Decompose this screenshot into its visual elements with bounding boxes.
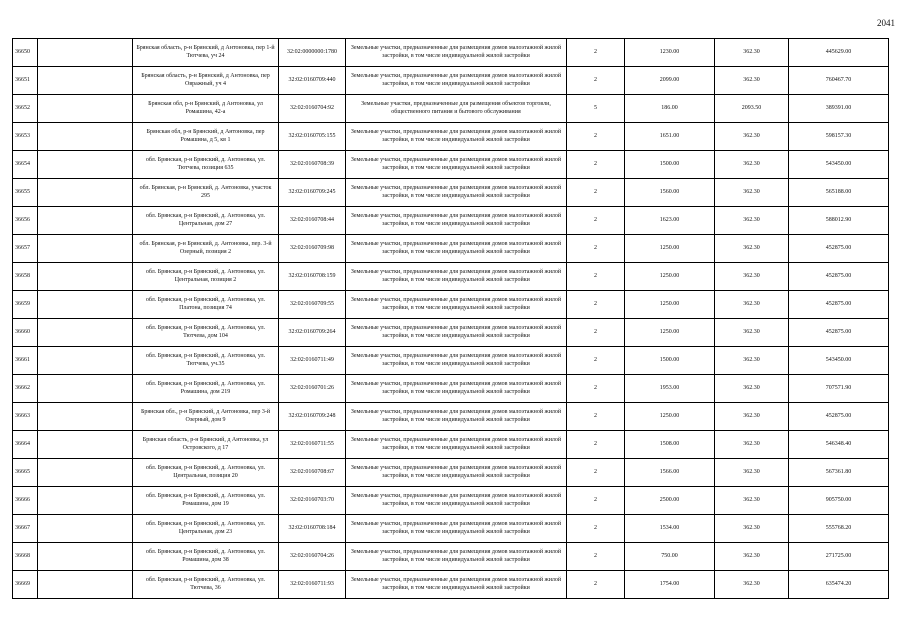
land-use-cell: Земельные участки, предназначенные для размещения домов малоэтажной жилой застройки, в том числе индивидуальной жилой застройки	[346, 291, 567, 319]
table-row	[13, 235, 889, 263]
table-row	[13, 291, 889, 319]
table-row	[13, 179, 889, 207]
land-use-cell: Земельные участки, предназначенные для размещения домов малоэтажной жилой застройки, в том числе индивидуальной жилой застройки	[346, 207, 567, 235]
record-number-cell: 36650	[13, 39, 38, 67]
record-number-cell: 36651	[13, 67, 38, 95]
empty-cell	[38, 515, 133, 543]
empty-cell	[38, 235, 133, 263]
table-row	[13, 39, 889, 67]
cadastral-value-cell: 546348.40	[789, 431, 889, 459]
unit-value-cell: 362.30	[715, 39, 789, 67]
empty-cell	[38, 67, 133, 95]
cadastral-number-cell: 32:02:0160709:245	[279, 179, 346, 207]
category-code-cell: 2	[567, 207, 625, 235]
empty-cell	[38, 403, 133, 431]
address-cell: обл. Брянская, р-н Брянский, д. Антоновка, ул. Ромашина, дом 38	[133, 543, 279, 571]
land-use-cell: Земельные участки, предназначенные для размещения домов малоэтажной жилой застройки, в том числе индивидуальной жилой застройки	[346, 39, 567, 67]
category-code-cell: 2	[567, 571, 625, 599]
cadastral-value-cell: 452875.00	[789, 319, 889, 347]
cadastral-value-table	[12, 38, 889, 599]
unit-value-cell: 362.30	[715, 571, 789, 599]
cadastral-number-cell: 32:02:0160704:26	[279, 543, 346, 571]
land-use-cell: Земельные участки, предназначенные для размещения домов малоэтажной жилой застройки, в том числе индивидуальной жилой застройки	[346, 571, 567, 599]
record-number-cell: 36655	[13, 179, 38, 207]
area-cell: 1560.00	[625, 179, 715, 207]
address-cell: обл. Брянская, р-н Брянский, д. Антоновка, ул. Платона, позиция 74	[133, 291, 279, 319]
unit-value-cell: 362.30	[715, 459, 789, 487]
unit-value-cell: 362.30	[715, 67, 789, 95]
address-cell: Брянская область, р-н Брянский, д Антоновка, ул Островского, д 17	[133, 431, 279, 459]
unit-value-cell: 362.30	[715, 487, 789, 515]
record-number-cell: 36660	[13, 319, 38, 347]
cadastral-value-cell: 905750.00	[789, 487, 889, 515]
area-cell: 1250.00	[625, 235, 715, 263]
category-code-cell: 2	[567, 543, 625, 571]
category-code-cell: 2	[567, 487, 625, 515]
empty-cell	[38, 431, 133, 459]
cadastral-value-cell: 445629.00	[789, 39, 889, 67]
table-row	[13, 207, 889, 235]
category-code-cell: 5	[567, 95, 625, 123]
cadastral-value-cell: 567361.80	[789, 459, 889, 487]
address-cell: обл. Брянская, р-н Брянский, д. Антоновка, ул. Центральная, дом 23	[133, 515, 279, 543]
cadastral-number-cell: 32:02:0160711:49	[279, 347, 346, 375]
cadastral-number-cell: 32:02:0160708:184	[279, 515, 346, 543]
address-cell: обл. Брянская, р-н Брянский, д. Антоновка, ул. Центральная, дом 27	[133, 207, 279, 235]
cadastral-number-cell: 32:02:0160711:55	[279, 431, 346, 459]
unit-value-cell: 362.30	[715, 347, 789, 375]
empty-cell	[38, 263, 133, 291]
address-cell: обл. Брянская, р-н Брянский, д. Антоновка, ул. Тютчева, 36	[133, 571, 279, 599]
unit-value-cell: 362.30	[715, 291, 789, 319]
unit-value-cell: 362.30	[715, 543, 789, 571]
empty-cell	[38, 487, 133, 515]
empty-cell	[38, 571, 133, 599]
cadastral-value-cell: 555768.20	[789, 515, 889, 543]
record-number-cell: 36664	[13, 431, 38, 459]
land-use-cell: Земельные участки, предназначенные для размещения домов малоэтажной жилой застройки, в том числе индивидуальной жилой застройки	[346, 151, 567, 179]
unit-value-cell: 2093.50	[715, 95, 789, 123]
table-row	[13, 515, 889, 543]
record-number-cell: 36668	[13, 543, 38, 571]
address-cell: обл. Брянская, р-н Брянский, д. Антоновка, ул. Тютчева, позиция 635	[133, 151, 279, 179]
land-use-cell: Земельные участки, предназначенные для размещения домов малоэтажной жилой застройки, в том числе индивидуальной жилой застройки	[346, 515, 567, 543]
unit-value-cell: 362.30	[715, 403, 789, 431]
table-row	[13, 67, 889, 95]
land-use-cell: Земельные участки, предназначенные для размещения домов малоэтажной жилой застройки, в том числе индивидуальной жилой застройки	[346, 235, 567, 263]
table-row	[13, 375, 889, 403]
table-row	[13, 95, 889, 123]
cadastral-value-cell: 598157.30	[789, 123, 889, 151]
cadastral-number-cell: 32:02:0160705:155	[279, 123, 346, 151]
cadastral-number-cell: 32:02:0160701:26	[279, 375, 346, 403]
cadastral-number-cell: 32:02:0160708:44	[279, 207, 346, 235]
record-number-cell: 36669	[13, 571, 38, 599]
cadastral-value-cell: 760467.70	[789, 67, 889, 95]
category-code-cell: 2	[567, 151, 625, 179]
cadastral-value-cell: 452875.00	[789, 263, 889, 291]
area-cell: 1508.00	[625, 431, 715, 459]
area-cell: 1250.00	[625, 263, 715, 291]
category-code-cell: 2	[567, 67, 625, 95]
table-row	[13, 123, 889, 151]
category-code-cell: 2	[567, 179, 625, 207]
land-use-cell: Земельные участки, предназначенные для размещения домов малоэтажной жилой застройки, в том числе индивидуальной жилой застройки	[346, 123, 567, 151]
unit-value-cell: 362.30	[715, 207, 789, 235]
category-code-cell: 2	[567, 375, 625, 403]
area-cell: 2500.00	[625, 487, 715, 515]
cadastral-value-cell: 588012.90	[789, 207, 889, 235]
cadastral-number-cell: 32:02:0160711:93	[279, 571, 346, 599]
address-cell: обл. Брянская, р-н Брянский, д. Антоновка, ул. Ромашина, дом 219	[133, 375, 279, 403]
land-use-cell: Земельные участки, предназначенные для размещения домов малоэтажной жилой застройки, в том числе индивидуальной жилой застройки	[346, 543, 567, 571]
address-cell: Брянская обл, р-н Брянский, д Антоновка, пер Ромашина, д 5, кв 1	[133, 123, 279, 151]
cadastral-value-cell: 452875.00	[789, 291, 889, 319]
cadastral-value-cell: 543450.00	[789, 347, 889, 375]
land-use-cell: Земельные участки, предназначенные для размещения домов малоэтажной жилой застройки, в том числе индивидуальной жилой застройки	[346, 431, 567, 459]
category-code-cell: 2	[567, 459, 625, 487]
unit-value-cell: 362.30	[715, 431, 789, 459]
land-use-cell: Земельные участки, предназначенные для размещения домов малоэтажной жилой застройки, в том числе индивидуальной жилой застройки	[346, 459, 567, 487]
cadastral-number-cell: 32:02:0160709:55	[279, 291, 346, 319]
empty-cell	[38, 207, 133, 235]
area-cell: 1754.00	[625, 571, 715, 599]
cadastral-value-cell: 565188.00	[789, 179, 889, 207]
area-cell: 1500.00	[625, 347, 715, 375]
empty-cell	[38, 459, 133, 487]
area-cell: 1534.00	[625, 515, 715, 543]
address-cell: обл. Брянская, р-н Брянский, д. Антоновка, ул. Тютчева, дом 104	[133, 319, 279, 347]
address-cell: обл. Брянская, р-н Брянский, д. Антоновка, ул. Ромашина, дом 19	[133, 487, 279, 515]
cadastral-number-cell: 32:02:0160709:440	[279, 67, 346, 95]
area-cell: 1250.00	[625, 319, 715, 347]
unit-value-cell: 362.30	[715, 319, 789, 347]
record-number-cell: 36667	[13, 515, 38, 543]
cadastral-number-cell: 32:02:0160709:98	[279, 235, 346, 263]
cadastral-value-cell: 707571.90	[789, 375, 889, 403]
category-code-cell: 2	[567, 347, 625, 375]
land-use-cell: Земельные участки, предназначенные для размещения домов малоэтажной жилой застройки, в том числе индивидуальной жилой застройки	[346, 319, 567, 347]
table-row	[13, 151, 889, 179]
record-number-cell: 36657	[13, 235, 38, 263]
record-number-cell: 36653	[13, 123, 38, 151]
cadastral-value-cell: 389391.00	[789, 95, 889, 123]
empty-cell	[38, 151, 133, 179]
address-cell: Брянская обл., р-н Брянский, д Антоновка, пер 3-й Озерный, дом 9	[133, 403, 279, 431]
area-cell: 1953.00	[625, 375, 715, 403]
address-cell: обл. Брянская, р-н Брянский, д. Антоновка, пер. 3-й Озерный, позиция 2	[133, 235, 279, 263]
address-cell: Брянская обл, р-н Брянский, д Антоновка, ул Ромашина, 42-а	[133, 95, 279, 123]
table-row	[13, 347, 889, 375]
land-use-cell: Земельные участки, предназначенные для размещения домов малоэтажной жилой застройки, в том числе индивидуальной жилой застройки	[346, 67, 567, 95]
empty-cell	[38, 375, 133, 403]
cadastral-number-cell: 32:02:0160708:67	[279, 459, 346, 487]
page-number: 2041	[877, 18, 895, 28]
empty-cell	[38, 291, 133, 319]
table-row	[13, 487, 889, 515]
cadastral-number-cell: 32:02:0160709:264	[279, 319, 346, 347]
cadastral-number-cell: 32:02:0160708:39	[279, 151, 346, 179]
record-number-cell: 36659	[13, 291, 38, 319]
cadastral-value-cell: 452875.00	[789, 403, 889, 431]
record-number-cell: 36663	[13, 403, 38, 431]
category-code-cell: 2	[567, 123, 625, 151]
address-cell: Брянская область, р-н Брянский, д Антоновка, пер Овражный, уч 4	[133, 67, 279, 95]
unit-value-cell: 362.30	[715, 515, 789, 543]
area-cell: 1250.00	[625, 403, 715, 431]
category-code-cell: 2	[567, 291, 625, 319]
empty-cell	[38, 179, 133, 207]
land-use-cell: Земельные участки, предназначенные для размещения домов малоэтажной жилой застройки, в том числе индивидуальной жилой застройки	[346, 179, 567, 207]
record-number-cell: 36652	[13, 95, 38, 123]
land-use-cell: Земельные участки, предназначенные для размещения домов малоэтажной жилой застройки, в том числе индивидуальной жилой застройки	[346, 375, 567, 403]
table-row	[13, 459, 889, 487]
record-number-cell: 36656	[13, 207, 38, 235]
record-number-cell: 36661	[13, 347, 38, 375]
unit-value-cell: 362.30	[715, 179, 789, 207]
cadastral-number-cell: 32:02:0160704:92	[279, 95, 346, 123]
land-use-cell: Земельные участки, предназначенные для размещения домов малоэтажной жилой застройки, в том числе индивидуальной жилой застройки	[346, 263, 567, 291]
table-row	[13, 571, 889, 599]
record-number-cell: 36665	[13, 459, 38, 487]
cadastral-value-cell: 271725.00	[789, 543, 889, 571]
land-use-cell: Земельные участки, предназначенные для размещения домов малоэтажной жилой застройки, в том числе индивидуальной жилой застройки	[346, 403, 567, 431]
address-cell: Брянская область, р-н Брянский, д Антоновка, пер 1-й Тютчева, уч 24	[133, 39, 279, 67]
category-code-cell: 2	[567, 403, 625, 431]
area-cell: 750.00	[625, 543, 715, 571]
table-row	[13, 431, 889, 459]
record-number-cell: 36658	[13, 263, 38, 291]
table-row	[13, 263, 889, 291]
category-code-cell: 2	[567, 263, 625, 291]
table-row	[13, 543, 889, 571]
cadastral-value-cell: 543450.00	[789, 151, 889, 179]
area-cell: 1500.00	[625, 151, 715, 179]
area-cell: 1623.00	[625, 207, 715, 235]
category-code-cell: 2	[567, 515, 625, 543]
empty-cell	[38, 543, 133, 571]
unit-value-cell: 362.30	[715, 151, 789, 179]
record-number-cell: 36666	[13, 487, 38, 515]
cadastral-number-cell: 32:02:0160703:70	[279, 487, 346, 515]
cadastral-number-cell: 32:02:0160709:248	[279, 403, 346, 431]
table-row	[13, 319, 889, 347]
record-number-cell: 36662	[13, 375, 38, 403]
area-cell: 1250.00	[625, 291, 715, 319]
empty-cell	[38, 39, 133, 67]
area-cell: 1230.00	[625, 39, 715, 67]
cadastral-number-cell: 32:02:0160708:159	[279, 263, 346, 291]
area-cell: 1651.00	[625, 123, 715, 151]
empty-cell	[38, 347, 133, 375]
cadastral-number-cell: 32:02:0000000:1780	[279, 39, 346, 67]
record-number-cell: 36654	[13, 151, 38, 179]
address-cell: обл. Брянская, р-н Брянский, д. Антоновка, ул. Тютчева, уч.35	[133, 347, 279, 375]
unit-value-cell: 362.30	[715, 123, 789, 151]
category-code-cell: 2	[567, 431, 625, 459]
category-code-cell: 2	[567, 235, 625, 263]
cadastral-value-cell: 452875.00	[789, 235, 889, 263]
area-cell: 186.00	[625, 95, 715, 123]
table-body	[13, 39, 889, 599]
land-use-cell: Земельные участки, предназначенные для размещения объектов торговли, общественного питания и бытового обслуживания	[346, 95, 567, 123]
unit-value-cell: 362.30	[715, 263, 789, 291]
area-cell: 1566.00	[625, 459, 715, 487]
land-use-cell: Земельные участки, предназначенные для размещения домов малоэтажной жилой застройки, в том числе индивидуальной жилой застройки	[346, 347, 567, 375]
category-code-cell: 2	[567, 319, 625, 347]
empty-cell	[38, 95, 133, 123]
address-cell: обл. Брянская, р-н Брянский, д. Антоновка, ул. Центральная, позиция 2	[133, 263, 279, 291]
cadastral-value-cell: 635474.20	[789, 571, 889, 599]
unit-value-cell: 362.30	[715, 235, 789, 263]
category-code-cell: 2	[567, 39, 625, 67]
table-row	[13, 403, 889, 431]
area-cell: 2099.00	[625, 67, 715, 95]
address-cell: обл. Брянская, р-н Брянский, д. Антоновка, ул. Центральная, позиция 20	[133, 459, 279, 487]
empty-cell	[38, 319, 133, 347]
unit-value-cell: 362.30	[715, 375, 789, 403]
land-use-cell: Земельные участки, предназначенные для размещения домов малоэтажной жилой застройки, в том числе индивидуальной жилой застройки	[346, 487, 567, 515]
address-cell: обл. Брянская, р-н Брянский, д. Антоновка, участок 295	[133, 179, 279, 207]
empty-cell	[38, 123, 133, 151]
